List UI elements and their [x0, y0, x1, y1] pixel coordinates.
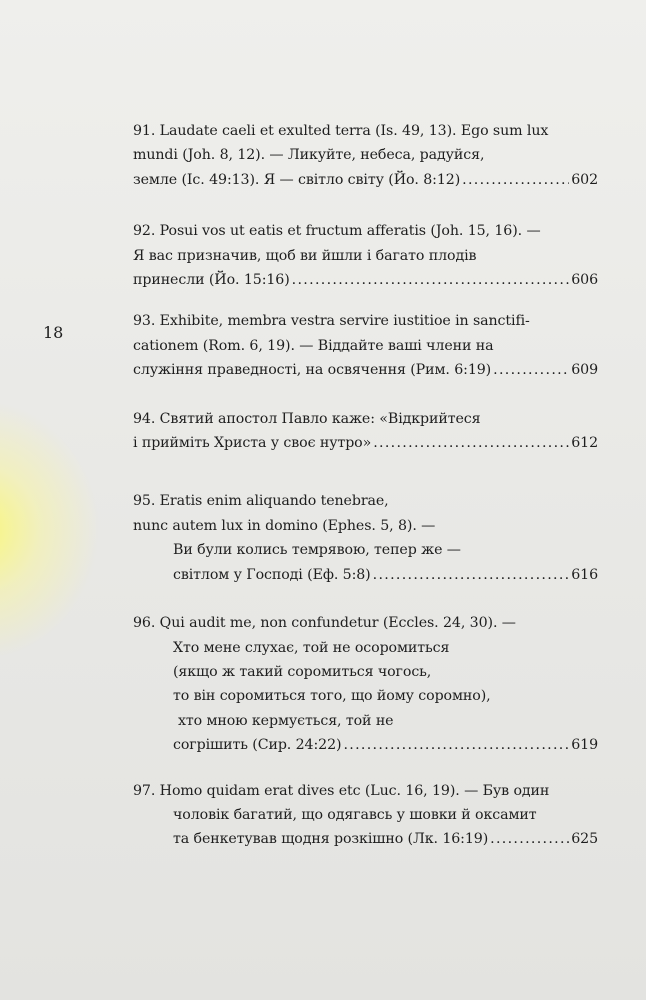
dot-leader — [343, 733, 569, 757]
entry-page-ref: 619 — [571, 737, 598, 754]
entry-page-ref: 602 — [571, 171, 598, 188]
contents-list — [133, 119, 598, 876]
entry-line: і прийміть Христа у своє нутро» — [133, 435, 372, 452]
page-number: 18 — [43, 323, 64, 342]
entry-line: Хто мене слухає, той не осоромиться — [173, 639, 450, 656]
entry-line: 91. Laudate caeli et exulted terra (Is. 49, 13). Ego sum lux — [133, 123, 549, 139]
contents-entry-97 — [133, 779, 598, 852]
entry-line: (якщо ж такий соромиться чогось, — [173, 663, 432, 680]
entry-line: cationem (Rom. 6, 19). — Віддайте ваші члени на — [133, 337, 494, 354]
entry-page-ref: 609 — [571, 362, 598, 379]
entry-line: то він соромиться того, що йому соромно), — [173, 688, 491, 705]
entry-line: Я вас призначив, щоб ви йшли і багато плодів — [133, 247, 477, 264]
entry-line: 95. Eratis enim aliquando tenebrae, — [133, 493, 389, 510]
entry-last-line — [133, 733, 598, 757]
entry-last-line — [133, 358, 598, 382]
dot-leader — [373, 563, 570, 587]
entry-page-ref: 606 — [571, 272, 598, 289]
entry-last-line — [133, 431, 598, 455]
entry-line: служіння праведності, на освячення (Рим. 6:19) — [133, 362, 492, 379]
contents-entry-94 — [133, 407, 598, 456]
entry-line: согрішить (Сир. 24:22) — [173, 737, 342, 754]
dot-leader — [462, 168, 569, 192]
dot-leader — [373, 431, 569, 455]
entry-line: та бенкетував щодня розкішно (Лк. 16:19) — [173, 831, 489, 848]
dot-leader — [490, 827, 569, 851]
entry-line: 94. Святий апостол Павло каже: «Відкрийтеся — [133, 410, 481, 427]
dot-leader — [292, 268, 570, 292]
entry-page-ref: 616 — [571, 566, 598, 583]
entry-last-line — [133, 268, 598, 292]
entry-line: 92. Posui vos ut eatis et fructum afferatis (Joh. 15, 16). — — [133, 223, 541, 240]
contents-entry-92 — [133, 219, 598, 292]
entry-line: nunc autem lux in domino (Ephes. 5, 8). — — [133, 517, 436, 534]
entry-line: хто мною кермується, той не — [178, 712, 394, 729]
entry-line: земле (Іс. 49:13). Я — світло світу (Йо. 8:12) — [133, 171, 461, 188]
contents-entry-91 — [133, 119, 598, 192]
entry-line: чоловік багатий, що одягавсь у шовки й оксамит — [173, 806, 537, 823]
entry-last-line — [133, 168, 598, 192]
contents-entry-96 — [133, 611, 598, 757]
contents-entry-95 — [133, 489, 598, 587]
entry-page-ref: 612 — [571, 435, 598, 452]
dot-leader — [493, 358, 569, 382]
contents-entry-93 — [133, 309, 598, 382]
entry-line: 93. Exhibite, membra vestra servire iustitioe in sanctifi- — [133, 313, 530, 330]
entry-page-ref: 625 — [571, 831, 598, 848]
entry-line: mundi (Joh. 8, 12). — Ликуйте, небеса, радуйся, — [133, 147, 485, 164]
entry-line: світлом у Господі (Еф. 5:8) — [173, 566, 371, 583]
entry-line: принесли (Йо. 15:16) — [133, 272, 290, 289]
entry-last-line — [133, 827, 598, 851]
entry-line: 97. Homo quidam erat dives etc (Luc. 16, 19). — Був один — [133, 782, 550, 799]
entry-line: Ви були колись темрявою, тепер же — — [173, 542, 461, 559]
entry-last-line — [133, 563, 598, 587]
light-glare — [0, 400, 100, 660]
entry-line: 96. Qui audit me, non confundetur (Eccles. 24, 30). — — [133, 615, 516, 632]
